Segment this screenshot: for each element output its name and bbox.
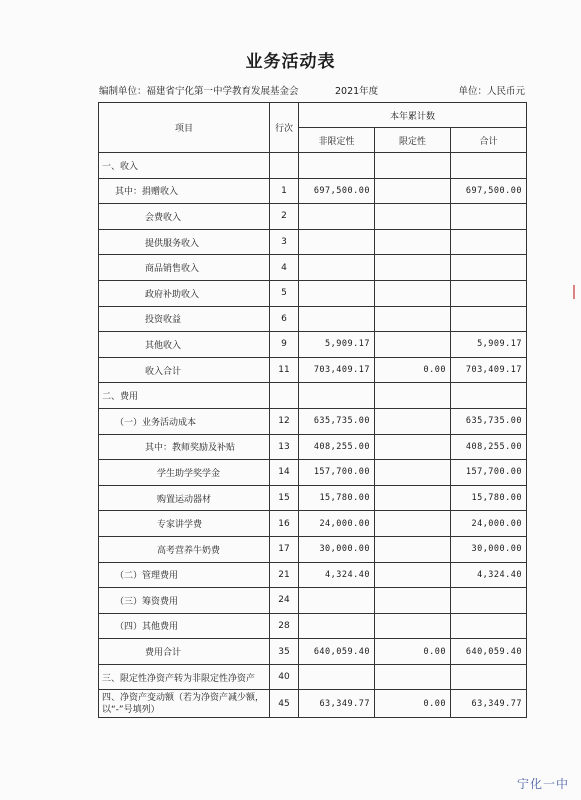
table-row [99, 178, 527, 204]
row-total-value: 4,324.40 [451, 562, 527, 588]
row-unrestricted-value: 640,059.40 [299, 639, 375, 665]
row-restricted-value [375, 383, 451, 409]
column-header-item: 项目 [99, 103, 270, 153]
row-restricted-value [375, 408, 451, 434]
row-unrestricted-value: 4,324.40 [299, 562, 375, 588]
row-unrestricted-value: 157,700.00 [299, 460, 375, 486]
table-row [99, 511, 527, 537]
table-row [99, 562, 527, 588]
table-row [99, 357, 527, 383]
row-line-number: 45 [270, 690, 299, 718]
row-restricted-value: 0.00 [375, 357, 451, 383]
row-total-value [451, 153, 527, 179]
table-row [99, 204, 527, 230]
row-item-label: 会费收入 [99, 204, 270, 230]
row-restricted-value [375, 178, 451, 204]
row-total-value [451, 588, 527, 614]
row-line-number: 6 [270, 306, 299, 332]
row-total-value: 63,349.77 [451, 690, 527, 718]
row-restricted-value [375, 229, 451, 255]
row-item-label: 一、收入 [99, 153, 270, 179]
currency-unit-label: 单位：人民币元 [458, 86, 525, 97]
row-item-label: 专家讲学费 [99, 511, 270, 537]
row-unrestricted-value: 30,000.00 [299, 536, 375, 562]
row-item-label: （四）其他费用 [99, 613, 270, 639]
row-line-number: 24 [270, 588, 299, 614]
row-line-number: 15 [270, 485, 299, 511]
table-row [99, 229, 527, 255]
row-total-value: 640,059.40 [451, 639, 527, 665]
table-row [99, 306, 527, 332]
table-row [99, 153, 527, 179]
column-header-group: 本年累计数 [299, 103, 527, 128]
table-row [99, 664, 527, 690]
row-unrestricted-value [299, 613, 375, 639]
row-restricted-value [375, 562, 451, 588]
table-row [99, 255, 527, 281]
row-item-label: 二、费用 [99, 383, 270, 409]
row-item-label: 其中：教师奖励及补贴 [99, 434, 270, 460]
row-item-label: 四、净资产变动额（若为净资产减少额，以“-”号填列） [99, 690, 270, 718]
row-unrestricted-value: 635,735.00 [299, 408, 375, 434]
row-item-label: 其他收入 [99, 332, 270, 358]
row-item-label: 高考营养牛奶费 [99, 536, 270, 562]
row-item-label: 政府补助收入 [99, 280, 270, 306]
row-line-number: 35 [270, 639, 299, 665]
row-unrestricted-value: 408,255.00 [299, 434, 375, 460]
table-row [99, 485, 527, 511]
row-restricted-value [375, 204, 451, 230]
row-restricted-value [375, 588, 451, 614]
row-restricted-value: 0.00 [375, 690, 451, 718]
row-restricted-value [375, 613, 451, 639]
row-line-number: 4 [270, 255, 299, 281]
row-line-number: 40 [270, 664, 299, 690]
table-row [99, 280, 527, 306]
row-total-value [451, 204, 527, 230]
row-total-value: 5,909.17 [451, 332, 527, 358]
row-line-number: 11 [270, 357, 299, 383]
row-restricted-value: 0.00 [375, 639, 451, 665]
row-unrestricted-value [299, 204, 375, 230]
table-row [99, 332, 527, 358]
footer-stamp: 宁化一中 [516, 777, 569, 791]
row-restricted-value [375, 511, 451, 537]
row-total-value [451, 280, 527, 306]
row-total-value: 703,409.17 [451, 357, 527, 383]
row-line-number: 14 [270, 460, 299, 486]
row-unrestricted-value [299, 588, 375, 614]
row-unrestricted-value [299, 280, 375, 306]
row-total-value [451, 229, 527, 255]
row-line-number [270, 383, 299, 409]
row-restricted-value [375, 460, 451, 486]
row-item-label: 学生助学奖学金 [99, 460, 270, 486]
row-total-value [451, 255, 527, 281]
row-total-value [451, 306, 527, 332]
row-item-label: 商品销售收入 [99, 255, 270, 281]
page-title: 业务活动表 [245, 52, 336, 72]
row-restricted-value [375, 255, 451, 281]
row-item-label: 费用合计 [99, 639, 270, 665]
table-row [99, 690, 527, 718]
row-line-number: 13 [270, 434, 299, 460]
column-header-unrestricted: 非限定性 [299, 128, 375, 153]
row-item-label: 提供服务收入 [99, 229, 270, 255]
row-item-label: 三、限定性净资产转为非限定性净资产 [99, 664, 270, 690]
row-total-value [451, 664, 527, 690]
row-unrestricted-value [299, 229, 375, 255]
row-total-value: 635,735.00 [451, 408, 527, 434]
table-row [99, 408, 527, 434]
row-total-value: 157,700.00 [451, 460, 527, 486]
row-restricted-value [375, 280, 451, 306]
row-total-value: 30,000.00 [451, 536, 527, 562]
row-total-value: 15,780.00 [451, 485, 527, 511]
row-total-value [451, 613, 527, 639]
table-row [99, 613, 527, 639]
row-item-label: （一）业务活动成本 [99, 408, 270, 434]
row-restricted-value [375, 332, 451, 358]
row-unrestricted-value [299, 153, 375, 179]
row-line-number: 21 [270, 562, 299, 588]
row-unrestricted-value: 703,409.17 [299, 357, 375, 383]
activity-statement-table [98, 102, 527, 718]
row-unrestricted-value [299, 383, 375, 409]
row-restricted-value [375, 536, 451, 562]
row-item-label: 收入合计 [99, 357, 270, 383]
row-line-number: 3 [270, 229, 299, 255]
row-unrestricted-value: 697,500.00 [299, 178, 375, 204]
org-label: 编制单位：福建省宁化第一中学教育发展基金会 [99, 86, 299, 97]
row-item-label: （二）管理费用 [99, 562, 270, 588]
row-item-label: 购置运动器材 [99, 485, 270, 511]
row-total-value [451, 383, 527, 409]
row-line-number: 12 [270, 408, 299, 434]
row-item-label: （三）筹资费用 [99, 588, 270, 614]
row-unrestricted-value: 15,780.00 [299, 485, 375, 511]
table-row [99, 536, 527, 562]
row-unrestricted-value: 24,000.00 [299, 511, 375, 537]
row-line-number: 1 [270, 178, 299, 204]
year-label: 2021年度 [335, 86, 379, 97]
row-unrestricted-value [299, 255, 375, 281]
row-restricted-value [375, 485, 451, 511]
row-line-number: 2 [270, 204, 299, 230]
row-unrestricted-value: 5,909.17 [299, 332, 375, 358]
row-restricted-value [375, 153, 451, 179]
edge-stamp-mark [573, 285, 575, 299]
row-restricted-value [375, 306, 451, 332]
column-header-line: 行次 [270, 103, 299, 153]
table-row [99, 639, 527, 665]
row-unrestricted-value: 63,349.77 [299, 690, 375, 718]
row-restricted-value [375, 434, 451, 460]
row-line-number: 17 [270, 536, 299, 562]
row-total-value: 697,500.00 [451, 178, 527, 204]
row-line-number: 16 [270, 511, 299, 537]
row-item-label: 投资收益 [99, 306, 270, 332]
row-total-value: 24,000.00 [451, 511, 527, 537]
row-unrestricted-value [299, 664, 375, 690]
column-header-restricted: 限定性 [375, 128, 451, 153]
row-restricted-value [375, 664, 451, 690]
row-total-value: 408,255.00 [451, 434, 527, 460]
table-row [99, 588, 527, 614]
table-row [99, 383, 527, 409]
table-row [99, 434, 527, 460]
row-line-number: 5 [270, 280, 299, 306]
table-row [99, 460, 527, 486]
row-line-number: 9 [270, 332, 299, 358]
row-line-number [270, 153, 299, 179]
row-line-number: 28 [270, 613, 299, 639]
row-item-label: 其中：捐赠收入 [99, 178, 270, 204]
column-header-total: 合计 [451, 128, 527, 153]
row-unrestricted-value [299, 306, 375, 332]
